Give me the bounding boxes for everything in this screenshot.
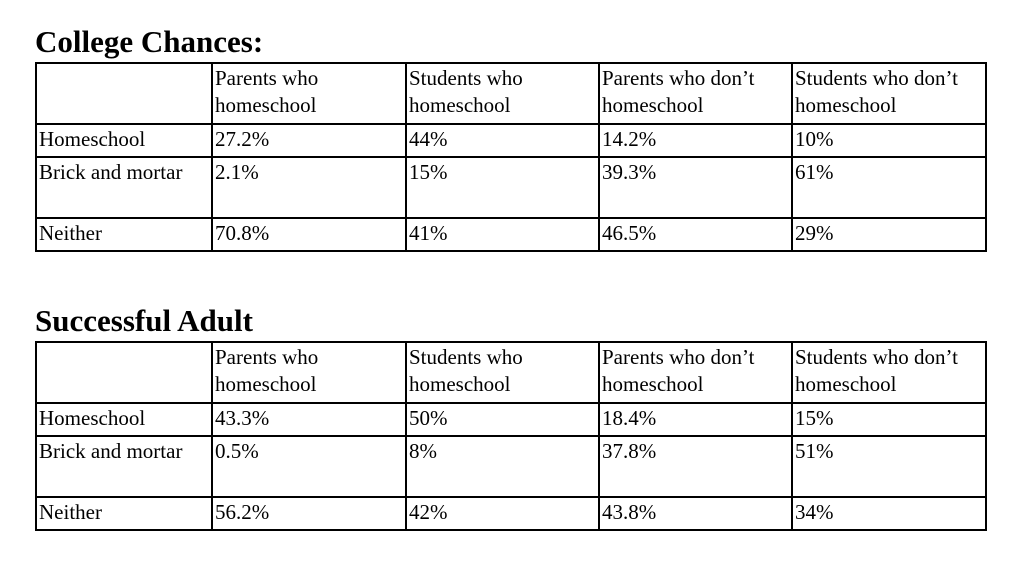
column-header: Parents who don’t homeschool [599, 342, 792, 403]
table-cell: 2.1% [212, 157, 406, 218]
column-header: Students who homeschool [406, 342, 599, 403]
table-cell: 14.2% [599, 124, 792, 157]
table-header-row [36, 63, 986, 124]
table-cell: 15% [406, 157, 599, 218]
section-title: Successful Adult [35, 303, 253, 338]
row-label: Homeschool [36, 403, 212, 436]
column-header: Parents who homeschool [212, 342, 406, 403]
table-cell: 46.5% [599, 218, 792, 251]
row-label: Brick and mortar [36, 436, 212, 497]
table-row [36, 124, 986, 157]
column-header: Students who don’t homeschool [792, 63, 986, 124]
column-header: Parents who homeschool [212, 63, 406, 124]
table-cell: 42% [406, 497, 599, 530]
table-cell: 37.8% [599, 436, 792, 497]
table-cell: 0.5% [212, 436, 406, 497]
successful-adult-section [35, 303, 987, 531]
table-cell: 27.2% [212, 124, 406, 157]
table-cell: 8% [406, 436, 599, 497]
header-cell-empty [36, 63, 212, 124]
table-row [36, 157, 986, 218]
table-cell: 18.4% [599, 403, 792, 436]
table-cell: 43.8% [599, 497, 792, 530]
table-row [36, 403, 986, 436]
section-title: College Chances: [35, 24, 264, 59]
table-cell: 61% [792, 157, 986, 218]
row-label: Brick and mortar [36, 157, 212, 218]
table-row [36, 436, 986, 497]
successful-adult-table [35, 341, 987, 531]
table-row [36, 497, 986, 530]
row-label: Neither [36, 497, 212, 530]
table-cell: 41% [406, 218, 599, 251]
table-row [36, 218, 986, 251]
column-header: Students who homeschool [406, 63, 599, 124]
table-cell: 44% [406, 124, 599, 157]
row-label: Homeschool [36, 124, 212, 157]
table-cell: 50% [406, 403, 599, 436]
table-cell: 34% [792, 497, 986, 530]
table-cell: 39.3% [599, 157, 792, 218]
column-header: Students who don’t homeschool [792, 342, 986, 403]
table-cell: 29% [792, 218, 986, 251]
table-cell: 51% [792, 436, 986, 497]
table-header-row [36, 342, 986, 403]
row-label: Neither [36, 218, 212, 251]
header-cell-empty [36, 342, 212, 403]
table-cell: 10% [792, 124, 986, 157]
column-header: Parents who don’t homeschool [599, 63, 792, 124]
college-chances-section [35, 24, 987, 252]
college-chances-table [35, 62, 987, 252]
table-cell: 70.8% [212, 218, 406, 251]
table-cell: 43.3% [212, 403, 406, 436]
table-cell: 15% [792, 403, 986, 436]
table-cell: 56.2% [212, 497, 406, 530]
